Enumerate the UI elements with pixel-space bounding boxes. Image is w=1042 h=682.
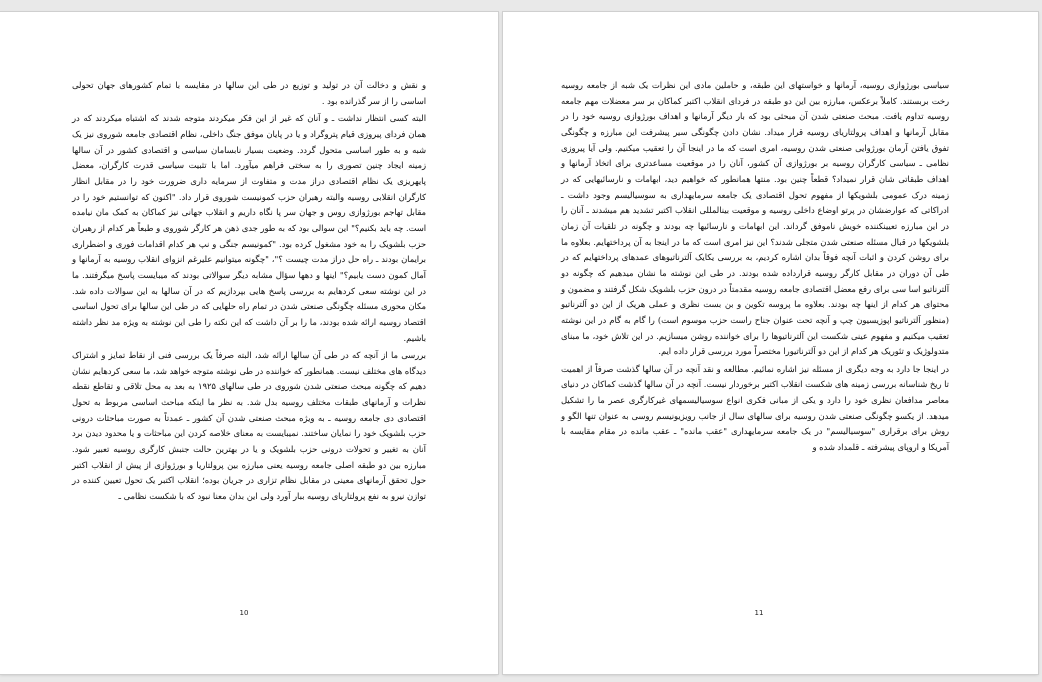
paragraph: بررسی ما از آنچه که در طی آن سالها ارائه شد، البته صرفاً یک بررسی فنی از نقاط تمایز و اشتراک دیدگاه های مختلف نیست. همانطور که خواننده در طی نوشته متوجه خواهد شد، ما سعی کردهایم نشان دهیم که چگونه مبحث صنعتی شدن شوروی در طی سالهای ۱۹۲۵ به بعد به محل تلاقی و تقاطع نقطه نظرات و آرمانهای طبقات مختلف روسیه بدل شد. به نظر ما اینکه مباحث اساسی مربوط به تحول اقتصادی دی جامعه روسیه ـ به ویژه مبحث صنعتی شدن آن کشور ـ عمدتاً به صورت مباحثات درونی حزب بلشویک خود را نمایان ساختند. نمیبایست به معنای خلاصه کردن این مباحثات و یا محدود دیدن برد آنان به تغییر و تحولات درونی حزب بلشویک و یا در بهترین حالت جنبش کارگری روسیه تعبیر شود. مبارزه بین دو طبقه اصلی جامعه روسیه یعنی مبارزه بین پرولتاریا و بورژوازی از پیش از انقلاب اکتبر حول تحقق آرمانهای معینی در مقابل نظام تزاری در جریان بوده؛ انقلاب اکتبر یک تحول تعیین کننده در توازن نیرو به نفع پرولتاریای روسیه ببار آورد ولی این بدان معنا نبود که با شکست نظامی ـ bbox=[72, 350, 426, 502]
paragraph: البته کسی انتظار نداشت ـ و آنان که غیر از این فکر میکردند متوجه شدند که اشتباه میکردند که در همان فردای پیروزی قیام پتروگراد و یا در پایان موفق جنگ داخلی، نظام اقتصادی جامعه شوروی نیز یک شبه و به طور اساسی متحول گردد. وضعیت بسیار نابسامان سیاسی و اقتصادی کشور در آن سالها زمینه ایجاد چنین تصوری را به سختی فراهم میآورد. اما با تثبیت سیاسی قدرت کارگران، معضل پایهریزی یک نظام اقتصادی دراز مدت و متفاوت از سرمایه داری ضرورت خود را در مقابل انظار کارگران انقلابی روسیه والبته رهبران حزب کمونیست شوروی قرار داد. "اکنون که توانستیم خود را در مقابل تهاجم بورژوازی روس و جهان سر پا نگاه داریم و انقلاب جهانی نیز کماکان به کمک مان نیامده است. چه باید بکنیم؟" این سوالی بود که به طور جدی ذهن هر کارگر شوروی و طبعاً هر کدام از رهبران حزب بلشویک را به خود مشغول کرده بود. "کمونیسم جنگی و نپ هر کدام اقدامات فوری و اضطراری برایمان بودند ـ راه حل دراز مدت چیست ؟"، "چگونه میتوانیم علیرغم انزوای انقلاب روسیه به آرمانها و آمال کمون دست یابیم؟" اینها و دهها سؤال مشابه دیگر سوالاتی بودند که میبایست پاسخ میگرفتند. ما در این نوشته سعی کردهایم به بررسی پاسخ هایی بپردازیم که در آن سالها به این سوالات داده شد. مکان محوری مسئله چگونگی صنعتی شدن در تمام راه حلهایی که در طی این سالها برای تحول اساسی اقتصاد روسیه ارائه شده بودند، ما را بر آن داشت که این نکته را طی این نوشته به ویژه مد نظر داشته باشیم. bbox=[72, 113, 426, 343]
page-number: 11 bbox=[754, 609, 764, 617]
paragraph: سیاسی بورژوازی روسیه، آرمانها و خواستهای این طبقه، و حاملین مادی این نظرات یک شبه از جامعه روسیه رخت بربستند. کاملاً برعکس، مبارزه بین این دو طبقه در فردای انقلاب اکتبر کماکان بر سر معضلات مهم جامعه روسیه تداوم یافت. مبحث صنعتی شدن آن مبحثی بود که بار دیگر آرمانها و اهداف بورژوازی روسیه خود را در مقابل آرمانها و اهداف پرولتاریای روسیه قرار میداد. نشان دادن چگونگی سیر پیشرفت این مبارزه و چگونگی تفوق یافتن آرمان بورژوایی صنعتی شدن روسیه، امری است که ما در اینجا آن را تعقیب میکنیم. ولی آیا پیروزی نظامی ـ سیاسی کارگران روسیه بر بورژوازی آن کشور، آنان را در موقعیت مساعدتری برای اتخاذ آرمانها و اهداف طبقاتی شان قرار نمیداد؟ قطعاً چنین بود. منتها همانطور که خواهیم دید، ابهامات و نارسائیهایی که در زمینه درک عمومی بلشویکها از مفهوم تحول اقتصادی یک جامعه سرمایهداری به سوسیالیسم وجود داشت ـ ادراکاتی که عوارضشان در پرتو اوضاع داخلی روسیه و موقعیت بینالمللی انقلاب اکتبر تشدید هم میشدند ـ آنان را در این مبارزه تعیینکننده خویش ناموفق گرداند. این ابهامات و نارسائیها چه بودند و چگونه در تلقیات آن زمان بلشویکها در قبال مسئله صنعتی شدن متجلی شدند؟ این نیز امری است که ما در اینجا به آن پرداختهایم. بعلاوه ما برای روشن کردن و اثبات آنچه فوقاً بدان اشاره کردیم، به بررسی یکایک آلترناتیوهای عمدهای پرداختهایم که در طی آن دوران در مقابل کارگر روسیه قرارداده شده بودند. در طی این نوشته ما نشان میدهیم که چگونه دو آلترناتیو اسا سی برای رفع معضل اقتصادی جامعه روسیه مقدمتاً در درون حزب بلشویک شکل گرفتند و مضمون و محتوای هر کدام از اینها چه بودند. بعلاوه ما پروسه تکوین و بن بست نظری و عملی هریک از این دو آلترناتیو (منظور آلترناتیو اپوزیسیون چپ و آنچه تحت عنوان جناح راست حزب موسوم است) را گام به گام در این نوشته تعقیب میکنیم و مفهوم عینی شکست این آلترناتیوها را برای خواننده روشن میسازیم. در این تلاش خود، ما مبنای متدولوژیک و تئوریک هر کدام از این دو آلترناتیورا مختصراً مورد بررسی قرار داده ایم. bbox=[561, 80, 949, 357]
page-body bbox=[72, 78, 426, 505]
page-number: 10 bbox=[239, 609, 249, 617]
paragraph: در اینجا جا دارد به وجه دیگری از مسئله نیز اشاره نمائیم. مطالعه و نقد آنچه در آن سالها گذشت صرفاً از اهمیت تا ریخ شناسانه بررسی زمینه های شکست انقلاب اکتبر برخوردار نیست. آنچه در آن سالها گذشت کماکان در دنیای معاصر مدافعان نظری خود را دارد و یکی از مبانی فکری انواع سوسیالیسمهای غیرکارگری عصر ما را تشکیل میدهد. از یکسو چگونگی صنعتی شدن روسیه برای سالهای سال از جانب رویزیونیسم روسی به عنوان تنها الگو و روش برای برقراری "سوسیالیسم" در یک جامعه سرمایهداری "عقب مانده" ـ عقب مانده در مقام مقایسه با آمریکا و اروپای پیشرفته ـ قلمداد شده و bbox=[561, 363, 949, 453]
page-body bbox=[561, 78, 949, 456]
page-11 bbox=[503, 12, 1038, 674]
page-10 bbox=[0, 12, 498, 674]
paragraph: و نقش و دخالت آن در تولید و توزیع در طی این سالها در مقایسه با تمام کشورهای جهان تحولی اساسی را از سر گذرانده بود . bbox=[72, 80, 426, 106]
